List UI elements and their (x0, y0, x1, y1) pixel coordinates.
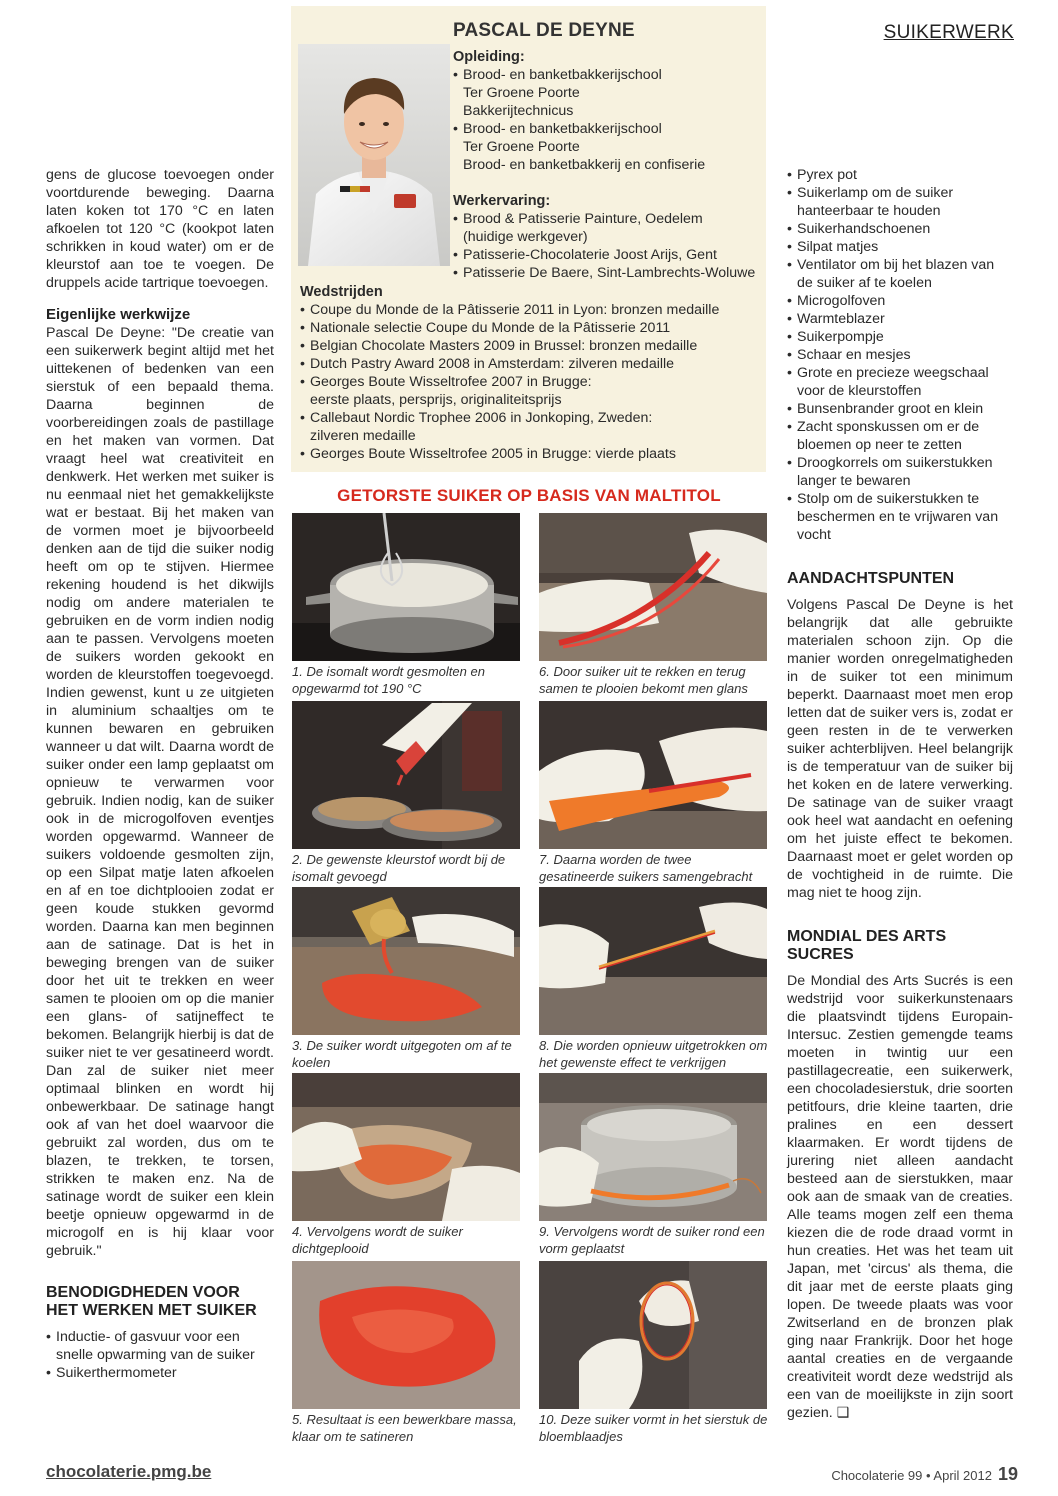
competition-item (300, 355, 760, 373)
equipment-item: • Grote en precieze weegschaal voor de kleurstoffen (787, 364, 1013, 400)
education-line: • Brood- en banketbakkerijschool (463, 121, 662, 137)
education-list (453, 66, 758, 174)
werkwijze-subhead: Eigenlijke werkwijze (46, 306, 191, 323)
equipment-item: • Stolp om de suikerstukken te beschermen en te vrijwaren van vocht (787, 490, 1013, 544)
step-caption-10: 10. Deze suiker vormt in het sierstuk de bloemblaadjes (539, 1412, 768, 1444)
equipment-item: • Silpat matjes (787, 238, 1013, 256)
step-photo-7 (539, 701, 767, 849)
equipment-item: • Suikerpompje (787, 328, 1013, 346)
intro-paragraph: gens de glucose toevoegen onder voortdurende beweging. Daarna laten koken tot 170 °C en laten afkoelen tot 120 °C (kookpot laten schrikken in koud water) om er de kleurstof aan toe te voegen. De druppels acide tartrique toevoegen. (46, 167, 274, 291)
equipment-item: • Suikerhandschoenen (787, 220, 1013, 238)
equipment-item: • Microgolfoven (787, 292, 1013, 310)
section-tag: SUIKERWERK (883, 22, 1014, 43)
competition-line: • Dutch Pastry Award 2008 in Amsterdam: zilveren medaille (310, 356, 675, 372)
competition-line: eerste plaats, persprijs, originaliteitsprijs (310, 392, 562, 408)
step-photo-3 (292, 887, 520, 1035)
competition-item (300, 409, 760, 445)
experience-line: • Brood & Patisserie Painture, Oedelem (463, 211, 703, 227)
step-photo-1 (292, 513, 520, 661)
footer-website-link[interactable]: chocolaterie.pmg.be (46, 1462, 212, 1481)
education-item (453, 120, 758, 174)
step-caption-2: 2. De gewenste kleurstof wordt bij de isomalt gevoegd (292, 852, 506, 884)
competition-line: • Callebaut Nordic Trophee 2006 in Jonkoping, Zweden: (310, 410, 653, 426)
competition-line: zilveren medaille (310, 428, 416, 444)
portrait-photo (298, 44, 450, 266)
attention-paragraph: Volgens Pascal De Deyne is het belangrijk dat alle gebruikte materialen schoon zijn. Op die manier worden onregelmatigheden in de suiker tot een minimum beperkt. Daarnaast moet men erop letten dat de suiker vers is, zodat er geen resten in de te verwerken suiker achterblijven. Heel belangrijk is de temperatuur van de suiker bij het koken en de latere verwerking. De satinage van de suiker vraagt ook heel wat aandacht en oefening om het juiste effect te bekomen. Daarnaast moet er gelet worden op de vochtigheid in de ruimte. Die mag niet te hoog zijn. (787, 597, 1013, 901)
issue-label: Chocolaterie 99 • April 2012 (831, 1468, 992, 1483)
equipment-item: • Zacht sponskussen om er de bloemen op neer te zetten (787, 418, 1013, 454)
experience-line: (huidige werkgever) (463, 229, 588, 245)
photos-title: GETORSTE SUIKER OP BASIS VAN MALTITOL (337, 486, 721, 505)
equipment-item: • Pyrex pot (787, 166, 1013, 184)
competition-line: • Nationale selectie Coupe du Monde de la Pâtisserie 2011 (310, 320, 671, 336)
end-mark-icon: ❑ (836, 1405, 850, 1421)
step-photo-8 (539, 887, 767, 1035)
step-photo-6 (539, 513, 767, 661)
step-photo-10 (539, 1261, 767, 1409)
competition-item (300, 445, 760, 463)
attention-heading: AANDACHTSPUNTEN (787, 570, 955, 587)
equipment-item: • Bunsenbrander groot en klein (787, 400, 1013, 418)
step-caption-5: 5. Resultaat is een bewerkbare massa, klaar om te satineren (292, 1412, 517, 1444)
experience-line: • Patisserie-Chocolaterie Joost Arijs, Gent (463, 247, 717, 263)
education-item (453, 66, 758, 120)
education-line: Ter Groene Poorte (463, 85, 580, 101)
education-line: • Brood- en banketbakkerijschool (463, 67, 662, 83)
step-caption-1: 1. De isomalt wordt gesmolten en opgewarmd tot 190 °C (292, 664, 485, 696)
profile-lower-text (300, 283, 760, 463)
equipment-item: • Inductie- of gasvuur voor een snelle opwarming van de suiker (46, 1328, 274, 1364)
mondial-text: De Mondial des Arts Sucrés is een wedstrijd voor suikerkunstenaars die plaatsvindt tijdens Europain-Intersuc. Zestien gemengde teams moeten in twintig uur een pastillagecreatie, een suikerwerk, een chocoladesierstuk, drie soorten petitfours, drie kleine taarten, drie pralines en een dessert klaarmaken. Er wordt tijdens de jurering niet alleen aandacht besteed aan de sierstukken, maar ook aan de smaak van de creaties. Alle teams mogen zelf een thema kiezen die de rode draad vormt in hun creaties. Het was het team uit Japan, met 'circus' als thema, die dit jaar met de eerste plaats ging lopen. De tweede plaats was voor Zwitserland en de bronzen plak ging naar Frankrijk. Door het hoge aantal creaties en de vergaande creativiteit wordt deze wedstrijd als een van de moeilijkste in zijn soort gezien. (787, 973, 1013, 1421)
competition-line: • Belgian Chocolate Masters 2009 in Brussel: bronzen medaille (310, 338, 698, 354)
equipment-item: • Schaar en mesjes (787, 346, 1013, 364)
education-line: Bakkerijtechnicus (463, 103, 574, 119)
step-photo-9 (539, 1073, 767, 1221)
right-column (787, 166, 1013, 1422)
competition-item (300, 319, 760, 337)
profile-upper-text (453, 48, 758, 282)
competitions-list (300, 301, 760, 463)
step-photo-4 (292, 1073, 520, 1221)
competition-line: • Georges Boute Wisseltrofee 2005 in Brugge: vierde plaats (310, 446, 676, 462)
equipment-item: • Suikerthermometer (46, 1364, 274, 1382)
page-number: 19 (997, 1464, 1018, 1484)
experience-item (453, 210, 758, 246)
competition-item (300, 301, 760, 319)
left-column (46, 166, 274, 1382)
experience-item (453, 264, 758, 282)
experience-label: Werkervaring: (453, 193, 551, 209)
competition-line: • Georges Boute Wisseltrofee 2007 in Brugge: (310, 374, 592, 390)
step-caption-6: 6. Door suiker uit te rekken en terug samen te plooien bekomt men glans (539, 664, 748, 696)
education-label: Opleiding: (453, 49, 525, 65)
experience-list (453, 210, 758, 282)
step-caption-9: 9. Vervolgens wordt de suiker rond een vorm geplaatst (539, 1224, 765, 1256)
step-photo-2 (292, 701, 520, 849)
mondial-heading: MONDIAL DES ARTS SUCRES (787, 928, 947, 963)
equipment-list-left (46, 1328, 274, 1382)
step-caption-7: 7. Daarna worden de twee gesatineerde suikers samengebracht (539, 852, 753, 884)
education-line: Ter Groene Poorte (463, 139, 580, 155)
equipment-item: • Warmteblazer (787, 310, 1013, 328)
footer-issue (831, 1464, 1018, 1485)
competition-line: • Coupe du Monde de la Pâtisserie 2011 in Lyon: bronzen medaille (310, 302, 720, 318)
education-line: Brood- en banketbakkerij en confiserie (463, 157, 706, 173)
mondial-paragraph (787, 972, 1013, 1422)
competition-item (300, 337, 760, 355)
experience-line: • Patisserie De Baere, Sint-Lambrechts-Woluwe (463, 265, 756, 281)
werkwijze-paragraph: Pascal De Deyne: "De creatie van een suikerwerk begint altijd met het uittekenen of bedenken van een sierstuk of een bepaald thema. Daarna beginnen de voorbereidingen zoals de pastillage en het maken van vormen. Dat vraagt heel wat creativiteit en denkwerk. Het werken met suiker is nu eenmaal niet het gemakkelijkste wat er bestaat. Bij het maken van de vormen moet je bijvoorbeeld denken aan de tijd die suiker nodig heeft om op te stijven. Hiermee rekening houdend is het dikwijls nodig om andere materialen te gebruiken en de vorm indien nodig aan te passen. Vervolgens moeten de suikers worden gekookt en worden de kleurstoffen toegevoegd. Indien gewenst, kunt u ze uitgieten in aluminium schaaltjes om te kunnen bewaren en gebruiken wanneer u dat wilt. Daarna wordt de suiker onder een lamp geplaatst om opnieuw te verwarmen voor gebruik. Indien nodig, kan de suiker ook in de microgolfoven eventjes worden opgewarmd. Wanneer de suikers voldoende gesmolten zijn, op een Silpat matje laten afkoelen en af en toe dichtplooien zodat er geen koude stukken gevormd worden. Daarna kan men beginnen aan de satinage. Dat is het in beweging brengen van de suiker door het uit te trekken en weer samen te plooien om op die manier een glans- of satijneffect te bekomen. Belangrijk hierbij is dat de suiker niet te ver gesatineerd wordt. Dan zal de suiker niet meer optimaal blinken en wordt hij onbewerkbaar. De satinage hangt ook af van het doel waarvoor die gebruikt zal worden, dus om te blazen, te trekken, te torsen, strikken te maken enz. Na de satinage wordt de suiker een klein beetje opnieuw opgewarmd in de microgolf en is hij klaar voor gebruik." (46, 325, 274, 1259)
chef-portrait-image (298, 44, 450, 266)
step-caption-3: 3. De suiker wordt uitgegoten om af te koelen (292, 1038, 512, 1070)
experience-item (453, 246, 758, 264)
step-photo-5 (292, 1261, 520, 1409)
equipment-item: • Droogkorrels om suikerstukken langer te bewaren (787, 454, 1013, 490)
equipment-heading: BENODIGDHEDEN VOOR HET WERKEN MET SUIKER (46, 1284, 257, 1319)
competition-item (300, 373, 760, 409)
profile-name: PASCAL DE DEYNE (453, 20, 635, 41)
equipment-list-right (787, 166, 1013, 544)
competitions-label: Wedstrijden (300, 284, 383, 300)
equipment-item: • Suikerlamp om de suiker hanteerbaar te houden (787, 184, 1013, 220)
step-caption-8: 8. Die worden opnieuw uitgetrokken om het gewenste effect te verkrijgen (539, 1038, 768, 1070)
step-caption-4: 4. Vervolgens wordt de suiker dichtgeplooid (292, 1224, 463, 1256)
equipment-item: • Ventilator om bij het blazen van de suiker af te koelen (787, 256, 1013, 292)
